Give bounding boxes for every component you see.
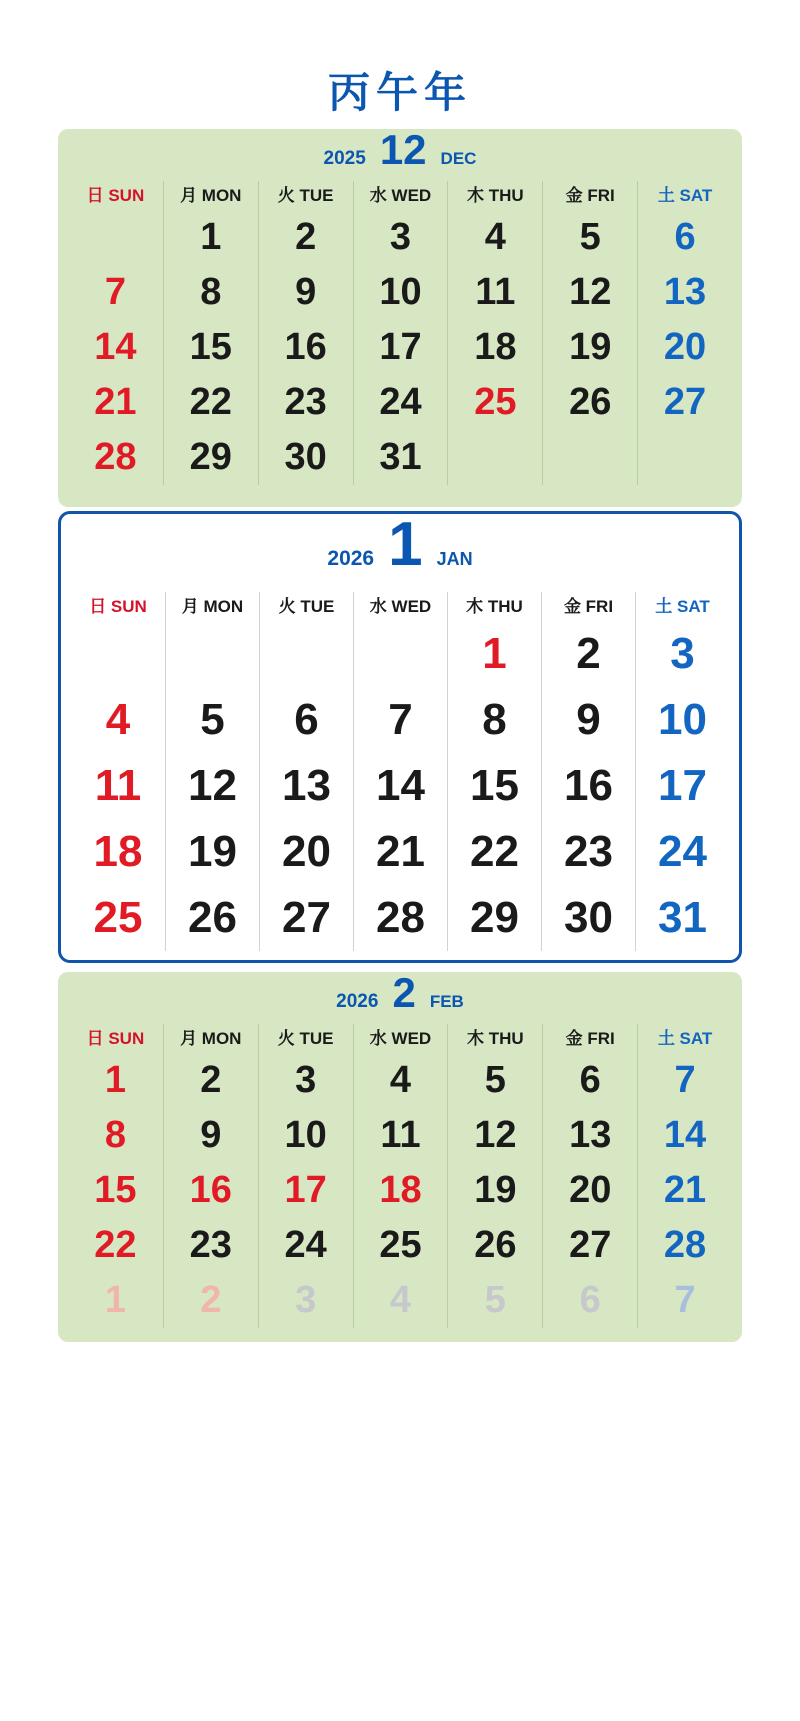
weekday-header: 月 MON xyxy=(165,592,259,621)
calendar-grid-next xyxy=(58,1024,742,1328)
day-cell[interactable]: 25 xyxy=(353,1218,448,1273)
day-cell[interactable]: 7 xyxy=(353,687,447,753)
month-panel-previous xyxy=(58,126,742,507)
day-cell[interactable]: 18 xyxy=(93,827,143,876)
day-cell[interactable]: 27 xyxy=(542,1218,637,1273)
day-cell-empty xyxy=(68,210,163,265)
day-cell[interactable]: 18 xyxy=(447,320,542,375)
day-cell[interactable]: 31 xyxy=(353,430,448,485)
page-title: 丙午年 xyxy=(327,69,472,116)
weekday-header: 火 TUE xyxy=(258,1024,353,1053)
day-cell[interactable]: 24 xyxy=(258,1218,353,1273)
month-year-label: 2025 xyxy=(323,148,366,169)
day-cell[interactable]: 24 xyxy=(635,819,729,885)
month-number-label: 12 xyxy=(379,126,427,173)
day-cell[interactable]: 10 xyxy=(635,687,729,753)
weekday-header: 木 THU xyxy=(447,181,542,210)
day-cell[interactable]: 28 xyxy=(637,1218,732,1273)
day-cell[interactable]: 18 xyxy=(353,1163,448,1218)
day-cell[interactable]: 5 xyxy=(447,1273,542,1328)
day-cell[interactable]: 14 xyxy=(353,753,447,819)
day-cell[interactable]: 7 xyxy=(104,271,126,314)
weekday-header: 金 FRI xyxy=(541,592,635,621)
day-cell[interactable]: 23 xyxy=(541,819,635,885)
day-cell[interactable]: 20 xyxy=(259,819,353,885)
day-cell[interactable]: 7 xyxy=(637,1053,732,1108)
month-heading-previous xyxy=(58,126,742,181)
day-cell[interactable]: 16 xyxy=(258,320,353,375)
day-cell[interactable]: 4 xyxy=(353,1053,448,1108)
day-cell[interactable]: 23 xyxy=(258,375,353,430)
day-cell[interactable]: 2 xyxy=(163,1273,258,1328)
month-panel-current xyxy=(58,511,742,963)
day-cell[interactable]: 1 xyxy=(104,1059,126,1101)
day-cell[interactable]: 23 xyxy=(163,1218,258,1273)
day-cell-empty xyxy=(71,621,165,687)
day-cell[interactable]: 20 xyxy=(637,320,732,375)
day-cell-empty xyxy=(165,621,259,687)
day-cell[interactable]: 6 xyxy=(542,1053,637,1108)
day-cell[interactable]: 3 xyxy=(258,1273,353,1328)
day-cell[interactable]: 27 xyxy=(637,375,732,430)
day-cell[interactable]: 28 xyxy=(94,436,137,479)
day-cell[interactable]: 21 xyxy=(94,381,137,424)
day-cell[interactable]: 4 xyxy=(447,210,542,265)
day-cell[interactable]: 15 xyxy=(94,1169,137,1212)
day-cell[interactable]: 1 xyxy=(163,210,258,265)
weekday-header: 土 SAT xyxy=(637,1024,732,1053)
day-cell[interactable]: 7 xyxy=(637,1273,732,1328)
month-number-label: 2 xyxy=(392,969,416,1016)
weekday-header: 日 SUN xyxy=(86,1029,145,1048)
day-cell[interactable]: 10 xyxy=(353,265,448,320)
day-cell[interactable]: 26 xyxy=(447,1218,542,1273)
day-cell[interactable]: 12 xyxy=(165,753,259,819)
weekday-header: 水 WED xyxy=(353,1024,448,1053)
day-cell[interactable]: 14 xyxy=(637,1108,732,1163)
day-cell[interactable]: 30 xyxy=(541,885,635,951)
day-cell[interactable]: 12 xyxy=(447,1108,542,1163)
day-cell[interactable]: 16 xyxy=(163,1163,258,1218)
weekday-header: 金 FRI xyxy=(542,1024,637,1053)
day-cell[interactable]: 11 xyxy=(94,761,142,810)
day-cell-empty xyxy=(447,430,542,485)
day-cell[interactable]: 10 xyxy=(258,1108,353,1163)
weekday-header: 金 FRI xyxy=(542,181,637,210)
day-cell[interactable]: 17 xyxy=(353,320,448,375)
day-cell[interactable]: 9 xyxy=(258,265,353,320)
day-cell[interactable]: 17 xyxy=(258,1163,353,1218)
month-year-label: 2026 xyxy=(327,547,375,570)
day-cell[interactable]: 30 xyxy=(258,430,353,485)
day-cell[interactable]: 12 xyxy=(542,265,637,320)
weekday-header: 火 TUE xyxy=(259,592,353,621)
month-abbr-label: JAN xyxy=(436,549,473,569)
day-cell[interactable]: 1 xyxy=(104,1279,126,1322)
day-cell[interactable]: 16 xyxy=(541,753,635,819)
day-cell[interactable]: 4 xyxy=(353,1273,448,1328)
day-cell[interactable]: 22 xyxy=(163,375,258,430)
day-cell[interactable]: 6 xyxy=(637,210,732,265)
day-cell[interactable]: 31 xyxy=(635,885,729,951)
day-cell[interactable]: 8 xyxy=(104,1114,126,1157)
day-cell[interactable]: 17 xyxy=(635,753,729,819)
day-cell[interactable]: 29 xyxy=(447,885,541,951)
day-cell[interactable]: 20 xyxy=(542,1163,637,1218)
weekday-header: 木 THU xyxy=(447,592,541,621)
day-cell[interactable]: 24 xyxy=(353,375,448,430)
day-cell[interactable]: 5 xyxy=(542,210,637,265)
calendar-grid-previous xyxy=(58,181,742,485)
weekday-header: 火 TUE xyxy=(258,181,353,210)
day-cell[interactable]: 27 xyxy=(259,885,353,951)
day-cell[interactable]: 19 xyxy=(165,819,259,885)
weekday-header: 水 WED xyxy=(353,181,448,210)
day-cell[interactable]: 15 xyxy=(163,320,258,375)
day-cell[interactable]: 11 xyxy=(353,1108,448,1163)
day-cell[interactable]: 15 xyxy=(447,753,541,819)
day-cell[interactable]: 19 xyxy=(542,320,637,375)
weekday-header: 木 THU xyxy=(447,1024,542,1053)
day-cell[interactable]: 5 xyxy=(447,1053,542,1108)
day-cell[interactable]: 5 xyxy=(165,687,259,753)
weekday-header: 日 SUN xyxy=(86,186,145,205)
month-number-label: 1 xyxy=(388,510,423,579)
day-cell[interactable]: 28 xyxy=(353,885,447,951)
day-cell-empty xyxy=(353,621,447,687)
day-cell[interactable]: 8 xyxy=(163,265,258,320)
day-cell[interactable]: 13 xyxy=(637,265,732,320)
day-cell[interactable]: 3 xyxy=(635,621,729,687)
day-cell[interactable]: 9 xyxy=(541,687,635,753)
day-cell-empty xyxy=(637,430,732,485)
day-cell[interactable]: 11 xyxy=(447,265,542,320)
day-cell[interactable]: 13 xyxy=(259,753,353,819)
day-cell[interactable]: 26 xyxy=(165,885,259,951)
month-heading-current xyxy=(61,510,739,592)
day-cell[interactable]: 21 xyxy=(637,1163,732,1218)
day-cell-empty xyxy=(259,621,353,687)
day-cell[interactable]: 2 xyxy=(541,621,635,687)
day-cell[interactable]: 6 xyxy=(259,687,353,753)
day-cell[interactable]: 25 xyxy=(447,375,542,430)
day-cell[interactable]: 2 xyxy=(163,1053,258,1108)
day-cell[interactable]: 25 xyxy=(93,893,143,942)
month-year-label: 2026 xyxy=(336,991,379,1012)
day-cell[interactable]: 8 xyxy=(447,687,541,753)
day-cell[interactable]: 22 xyxy=(447,819,541,885)
day-cell-empty xyxy=(542,430,637,485)
day-cell[interactable]: 4 xyxy=(105,695,131,744)
weekday-header: 土 SAT xyxy=(637,181,732,210)
day-cell[interactable]: 19 xyxy=(447,1163,542,1218)
month-abbr-label: DEC xyxy=(440,149,477,168)
day-cell[interactable]: 26 xyxy=(542,375,637,430)
day-cell[interactable]: 21 xyxy=(353,819,447,885)
weekday-header: 土 SAT xyxy=(635,592,729,621)
weekday-header: 水 WED xyxy=(353,592,447,621)
month-heading-next xyxy=(58,969,742,1024)
day-cell[interactable]: 2 xyxy=(258,210,353,265)
weekday-header: 月 MON xyxy=(163,1024,258,1053)
calendar-grid-current xyxy=(61,592,739,951)
day-cell[interactable]: 6 xyxy=(542,1273,637,1328)
day-cell[interactable]: 9 xyxy=(163,1108,258,1163)
day-cell[interactable]: 3 xyxy=(353,210,448,265)
day-cell[interactable]: 29 xyxy=(163,430,258,485)
weekday-header: 月 MON xyxy=(163,181,258,210)
day-cell[interactable]: 22 xyxy=(94,1224,137,1267)
day-cell[interactable]: 14 xyxy=(94,326,137,369)
day-cell[interactable]: 1 xyxy=(447,621,541,687)
month-abbr-label: FEB xyxy=(429,992,464,1011)
month-panel-next xyxy=(58,969,742,1342)
day-cell[interactable]: 3 xyxy=(258,1053,353,1108)
weekday-header: 日 SUN xyxy=(89,597,147,616)
day-cell[interactable]: 13 xyxy=(542,1108,637,1163)
